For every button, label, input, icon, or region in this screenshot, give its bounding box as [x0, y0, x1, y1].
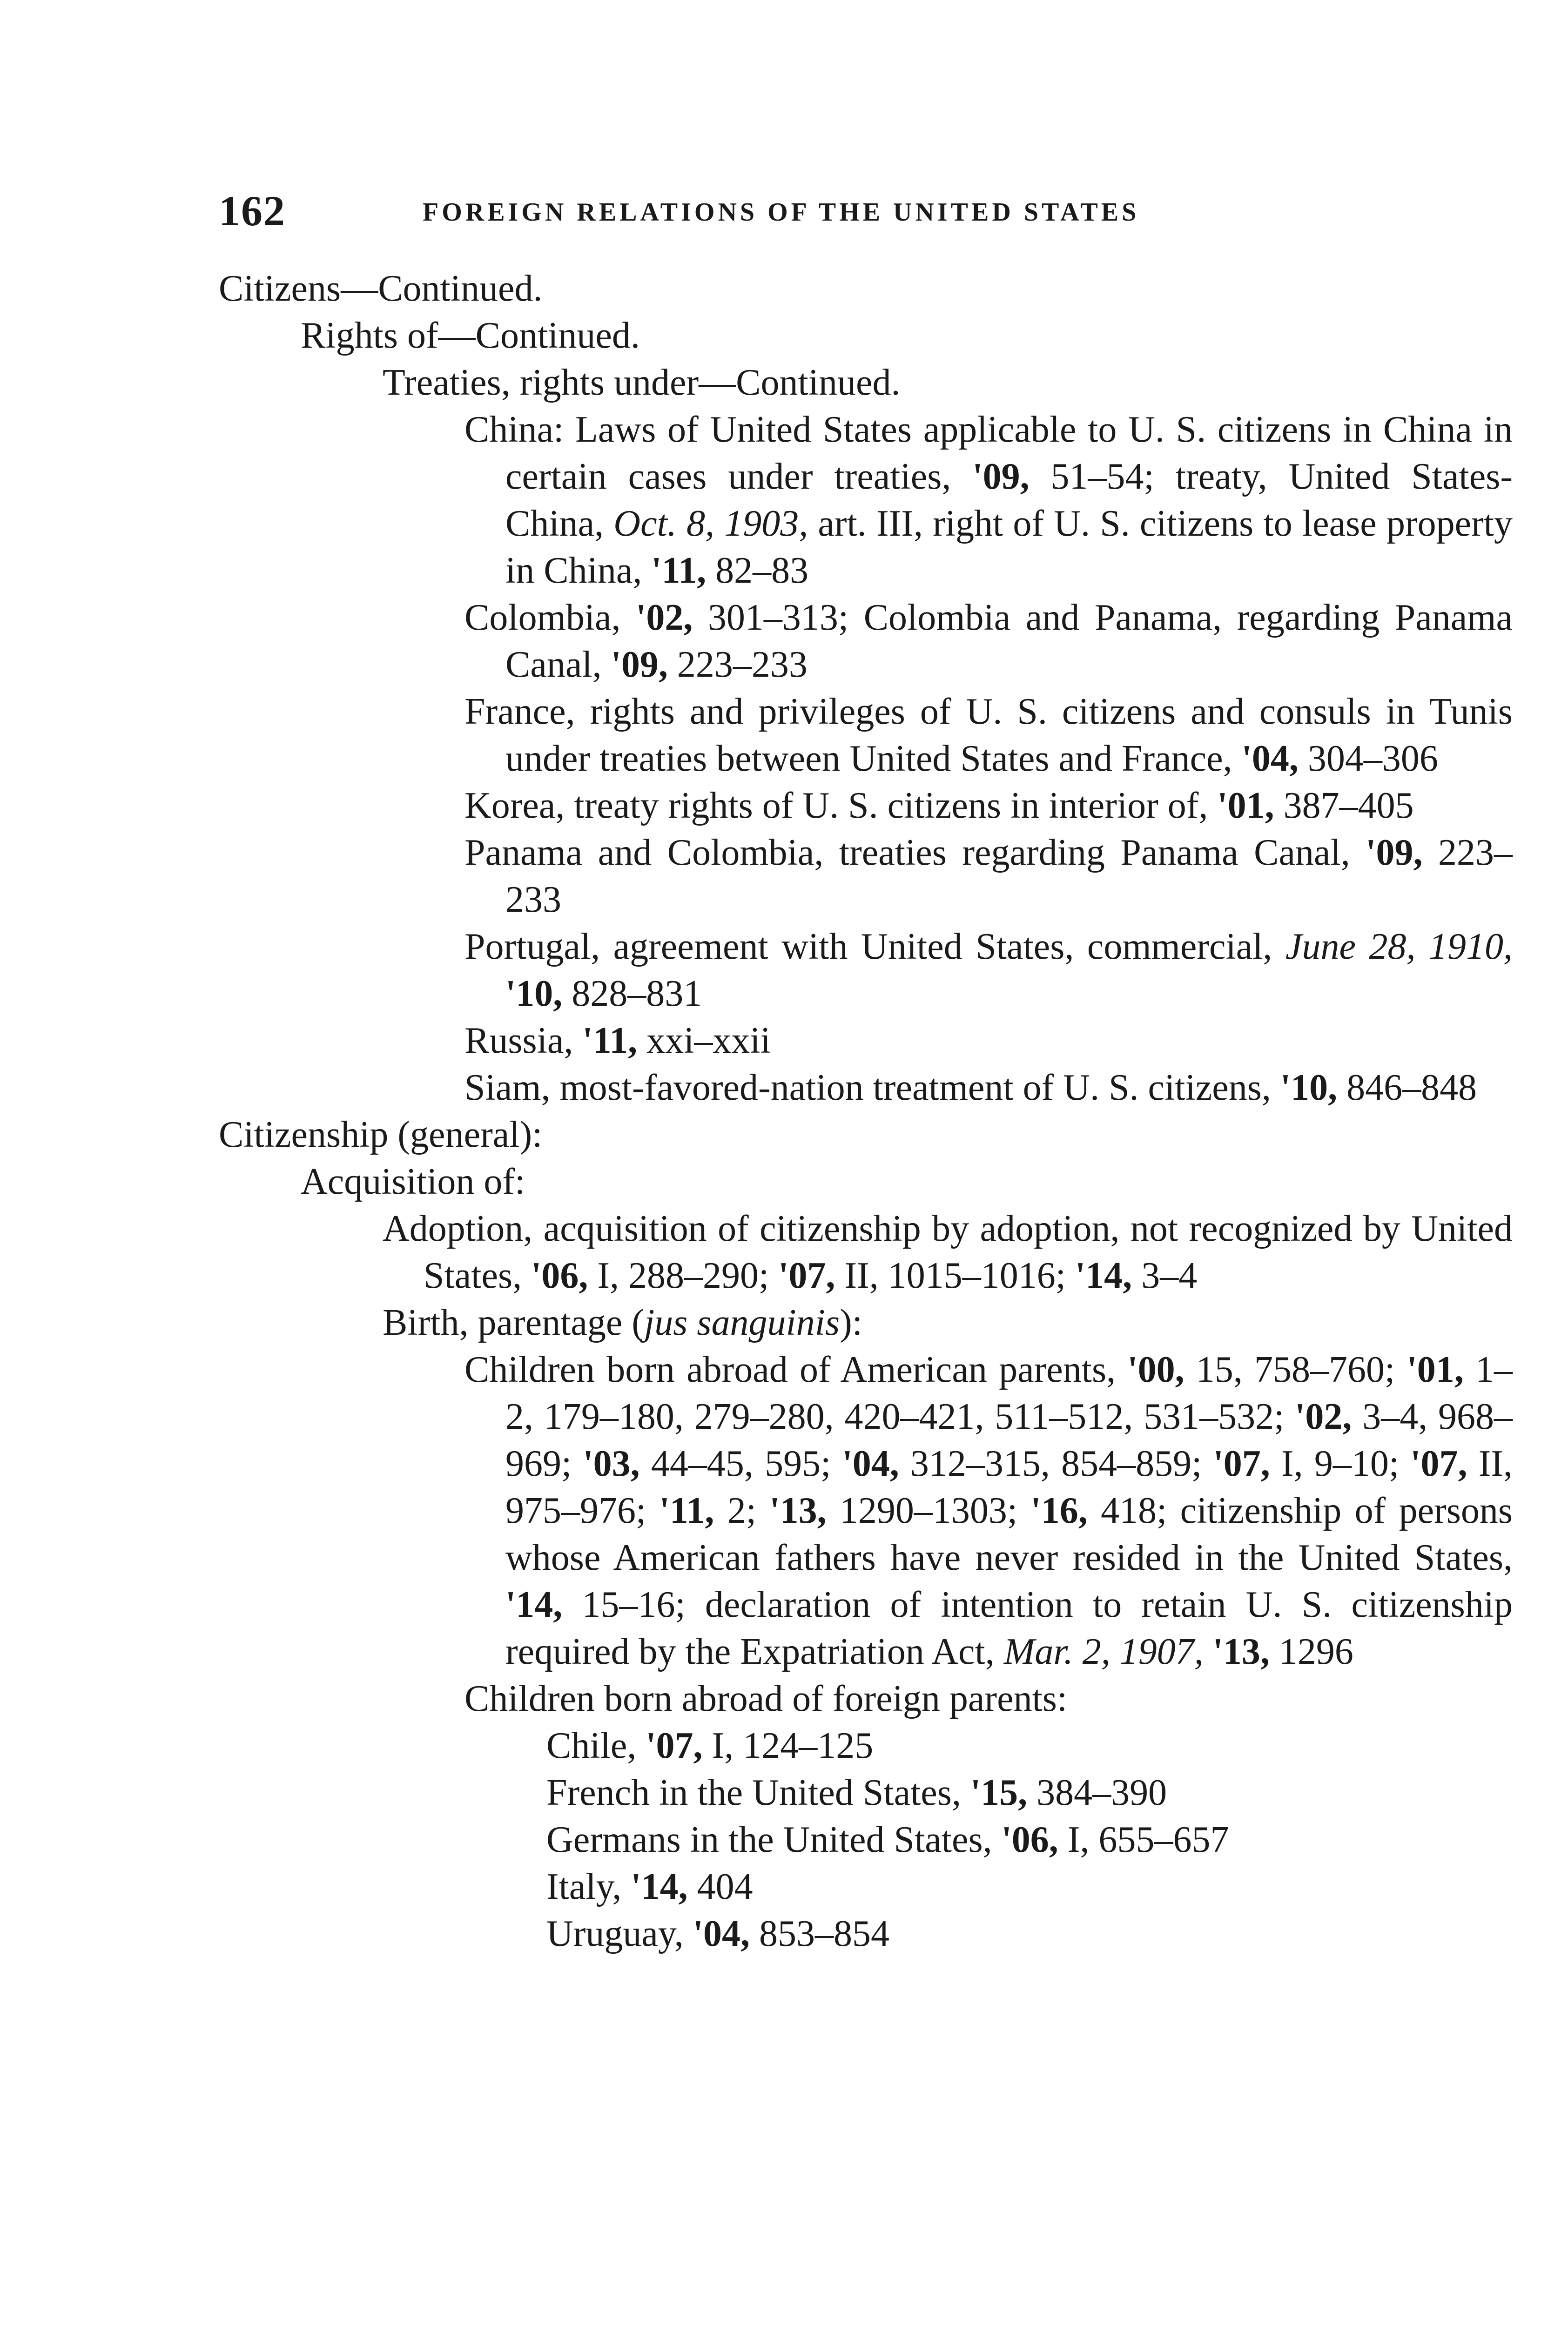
- entry-text: 304–306: [1298, 738, 1438, 779]
- year-reference: '00,: [1127, 1349, 1184, 1390]
- index-entry: [219, 688, 1513, 782]
- entry-text: 3–4: [1132, 1255, 1198, 1296]
- year-reference: '10,: [505, 973, 563, 1014]
- entry-text: 82–83: [706, 550, 809, 591]
- index-entry: [219, 1064, 1513, 1111]
- entry-text: 1290–1303;: [826, 1490, 1031, 1531]
- entry-text: Portugal, agreement with United States, commercial,: [464, 926, 1285, 967]
- entry-text: Italy,: [546, 1866, 631, 1907]
- entry-text: art. III, right of U. S. citizens to lease property in China,: [505, 503, 1513, 591]
- index-entry: [219, 923, 1513, 1017]
- date-reference: Oct. 8, 1903,: [613, 503, 808, 544]
- index-entries: [219, 265, 1513, 1957]
- year-reference: '13,: [1212, 1631, 1270, 1672]
- entry-text: 301–313; Colombia and Panama, regarding Panama Canal,: [505, 597, 1513, 685]
- year-reference: '07,: [1213, 1443, 1270, 1484]
- entry-text: 223–233: [505, 832, 1513, 920]
- year-reference: '10,: [1280, 1067, 1338, 1108]
- year-reference: '04,: [1241, 738, 1299, 779]
- entry-text: Acquisition of:: [301, 1161, 525, 1202]
- entry-text: Citizenship (general):: [219, 1114, 543, 1155]
- index-entry: [219, 1017, 1513, 1064]
- year-reference: '01,: [1406, 1349, 1464, 1390]
- entry-text: 51–54; treaty, United States-China,: [505, 456, 1513, 544]
- entry-text: 384–390: [1027, 1772, 1167, 1813]
- entry-text: I, 9–10;: [1270, 1443, 1411, 1484]
- year-reference: '04,: [842, 1443, 899, 1484]
- index-entry: [219, 406, 1513, 594]
- index-entry: [219, 265, 1513, 312]
- page-header: [219, 186, 1513, 235]
- entry-text: Children born abroad of foreign parents:: [464, 1678, 1068, 1719]
- entry-text: Colombia,: [464, 597, 636, 638]
- entry-text: Panama and Colombia, treaties regarding Panama Canal,: [464, 832, 1366, 873]
- entry-text: Chile,: [546, 1725, 646, 1766]
- year-reference: '16,: [1030, 1490, 1088, 1531]
- index-entry: [219, 782, 1513, 829]
- entry-text: Siam, most-favored-nation treatment of U. S. citizens,: [464, 1067, 1280, 1108]
- entry-text: 1–2, 179–180, 279–280, 420–421, 511–512, 531–532;: [505, 1349, 1513, 1437]
- running-head: FOREIGN RELATIONS OF THE UNITED STATES: [423, 198, 1140, 227]
- entry-text: China: Laws of United States applicable to U. S. citizens in China in certain cases under treaties,: [464, 409, 1513, 497]
- year-reference: '14,: [631, 1866, 688, 1907]
- index-entry: [219, 1111, 1513, 1158]
- entry-text: Treaties, rights under—Continued.: [383, 362, 901, 403]
- entry-text: I, 655–657: [1058, 1819, 1229, 1860]
- page-number: 162: [219, 187, 286, 235]
- entry-text: Korea, treaty rights of U. S. citizens in interior of,: [464, 785, 1218, 826]
- entry-text: France, rights and privileges of U. S. citizens and consuls in Tunis under treaties between United States and France,: [464, 691, 1513, 779]
- year-reference: '09,: [611, 644, 668, 685]
- year-reference: '02,: [1295, 1396, 1352, 1437]
- entry-text: Birth, parentage (: [383, 1302, 644, 1343]
- date-reference: jus sanguinis: [644, 1302, 840, 1343]
- year-reference: '09,: [1366, 832, 1423, 873]
- index-entry: [219, 359, 1513, 406]
- entry-text: 1296: [1269, 1631, 1353, 1672]
- entry-text: Rights of—Continued.: [301, 315, 640, 356]
- year-reference: '15,: [970, 1772, 1028, 1813]
- entry-text: 828–831: [562, 973, 702, 1014]
- entry-text: ):: [840, 1302, 862, 1343]
- entry-text: Uruguay,: [546, 1913, 693, 1954]
- index-entry: [219, 1722, 1513, 1769]
- year-reference: '14,: [505, 1584, 563, 1625]
- index-entry: [219, 1675, 1513, 1722]
- entry-text: 3–4, 968–969;: [505, 1396, 1513, 1484]
- entry-text: 44–45, 595;: [639, 1443, 842, 1484]
- entry-text: Children born abroad of American parents,: [464, 1349, 1128, 1390]
- entry-text: 404: [687, 1866, 753, 1907]
- entry-text: xxi–xxii: [637, 1020, 771, 1061]
- year-reference: '14,: [1075, 1255, 1132, 1296]
- entry-text: I, 124–125: [702, 1725, 874, 1766]
- entry-text: [1204, 1631, 1213, 1672]
- entry-text: I, 288–290;: [588, 1255, 779, 1296]
- entry-text: 846–848: [1337, 1067, 1477, 1108]
- index-entry: [219, 1769, 1513, 1816]
- year-reference: '06,: [1001, 1819, 1058, 1860]
- entry-text: Citizens—Continued.: [219, 268, 543, 309]
- entry-text: 853–854: [749, 1913, 889, 1954]
- index-entry: [219, 594, 1513, 688]
- entry-text: 387–405: [1274, 785, 1414, 826]
- entry-text: II, 975–976;: [505, 1443, 1513, 1531]
- year-reference: '11,: [582, 1020, 638, 1061]
- entry-text: 2;: [714, 1490, 770, 1531]
- year-reference: '01,: [1217, 785, 1274, 826]
- index-entry: [219, 1910, 1513, 1957]
- index-entry: [219, 1863, 1513, 1910]
- year-reference: '07,: [1410, 1443, 1467, 1484]
- index-entry: [219, 1299, 1513, 1346]
- entry-text: II, 1015–1016;: [835, 1255, 1075, 1296]
- year-reference: '11,: [659, 1490, 714, 1531]
- year-reference: '02,: [636, 597, 693, 638]
- entry-text: Russia,: [464, 1020, 583, 1061]
- index-entry: [219, 1158, 1513, 1205]
- year-reference: '07,: [646, 1725, 703, 1766]
- index-entry: [219, 1816, 1513, 1863]
- entry-text: 418; citizenship of persons whose American fathers have never resided in the United States,: [505, 1490, 1513, 1578]
- year-reference: '13,: [769, 1490, 827, 1531]
- year-reference: '09,: [972, 456, 1030, 497]
- index-entry: [219, 1205, 1513, 1299]
- index-entry: [219, 829, 1513, 923]
- entry-text: 312–315, 854–859;: [899, 1443, 1213, 1484]
- entry-text: Adoption, acquisition of citizenship by adoption, not recognized by United States,: [383, 1208, 1513, 1296]
- entry-text: French in the United States,: [546, 1772, 970, 1813]
- year-reference: '04,: [693, 1913, 750, 1954]
- entry-text: 15–16; declaration of intention to retain U. S. citizenship required by the Expatriation Act,: [505, 1584, 1513, 1672]
- year-reference: '03,: [583, 1443, 640, 1484]
- year-reference: '06,: [531, 1255, 588, 1296]
- index-entry: [219, 312, 1513, 359]
- date-reference: Mar. 2, 1907,: [1003, 1631, 1204, 1672]
- year-reference: '11,: [651, 550, 707, 591]
- entry-text: Germans in the United States,: [546, 1819, 1002, 1860]
- year-reference: '07,: [778, 1255, 835, 1296]
- index-entry: [219, 1346, 1513, 1675]
- entry-text: 15, 758–760;: [1184, 1349, 1407, 1390]
- date-reference: June 28, 1910,: [1285, 926, 1513, 967]
- entry-text: 223–233: [667, 644, 808, 685]
